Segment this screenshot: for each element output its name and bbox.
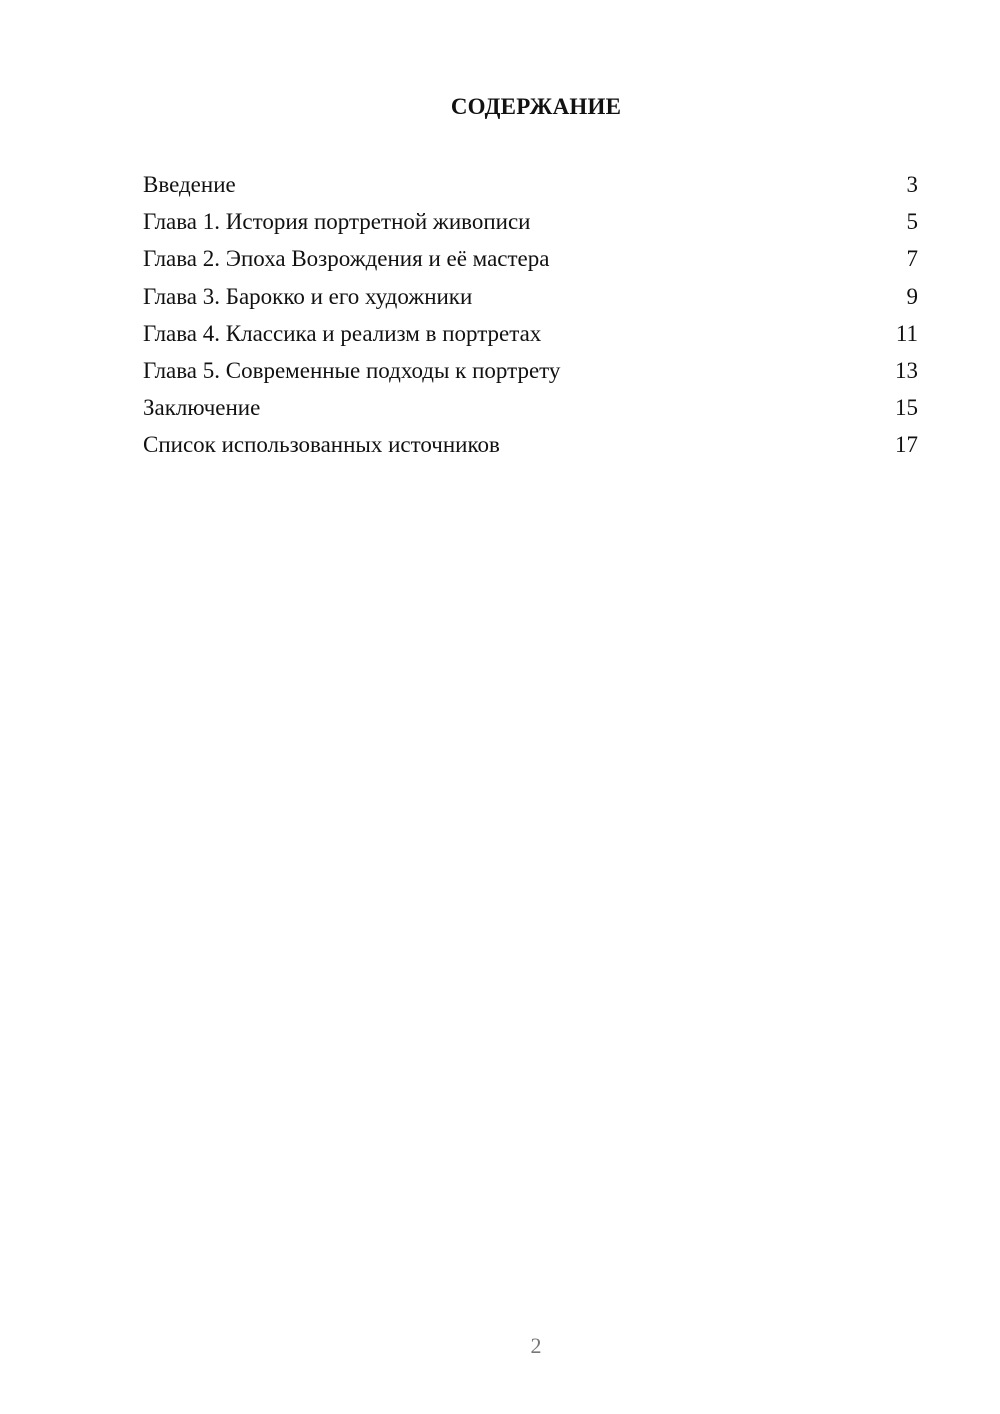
toc-entry-page: 5 [906,209,918,235]
toc-entry-page: 7 [906,246,918,272]
toc-entry-page: 11 [895,320,918,346]
toc-entry-label: Глава 4. Классика и реализм в портретах [143,320,542,346]
toc-entry-chapter-4 [143,319,918,356]
toc-entry-page: 3 [906,172,918,197]
toc-entry-chapter-5 [143,356,918,393]
toc-entry-page: 15 [895,395,918,421]
toc-entry-label: Заключение [143,395,261,421]
toc-entry-label: Введение [143,172,236,197]
toc-entry-chapter-2 [143,244,918,281]
toc-entry-page: 17 [895,432,918,458]
toc-title: СОДЕРЖАНИЕ [450,94,622,119]
toc-entry-references [143,430,918,467]
table-of-contents [143,170,918,468]
toc-entry-page: 13 [895,357,918,383]
toc-entry-label: Глава 5. Современные подходы к портрету [143,357,561,383]
toc-entry-chapter-1 [143,207,918,244]
toc-entry-label: Список использованных источников [143,432,500,458]
toc-entry-introduction [143,170,918,207]
toc-entry-chapter-3 [143,282,918,319]
toc-entry-label: Глава 3. Барокко и его художники [143,283,473,309]
toc-entry-label: Глава 1. История портретной живописи [143,209,531,235]
page-number: 2 [530,1333,542,1358]
toc-entry-label: Глава 2. Эпоха Возрождения и её мастера [143,246,550,272]
toc-entry-page: 9 [906,283,918,309]
toc-entry-conclusion [143,393,918,430]
